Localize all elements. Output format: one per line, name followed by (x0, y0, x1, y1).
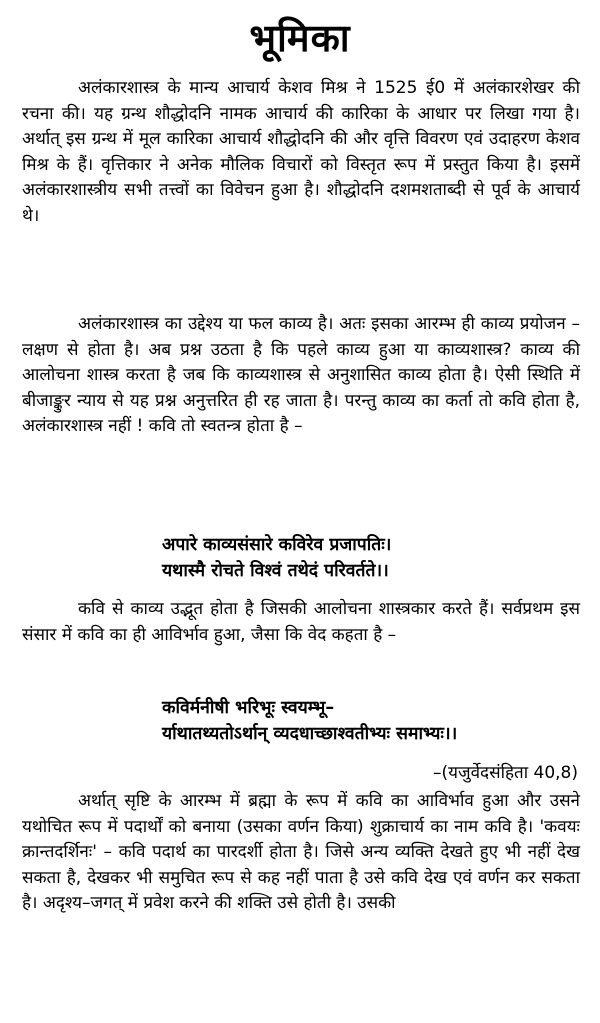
paragraph-3: कवि से काव्य उद्भूत होता है जिसकी आलोचना शास्त्रकार करते हैं। सर्वप्रथम इस संसार में कवि का ही आविर्भाव हुआ, जैसा कि वेद कहता है – (22, 599, 580, 645)
citation: –(यजुर्वेदसंहिता 40,8) (433, 763, 578, 783)
verse-1-line-1: अपारे काव्यसंसारे कविरेव प्रजापतिः। (162, 535, 392, 555)
paragraph-1: अलंकारशास्त्र के मान्य आचार्य केशव मिश्र ने 1525 ई0 में अलंकारशेखर की रचना की। यह ग्रन्थ शौद्धोदनि नामक आचार्य की कारिका के आधार पर लिखा गया है। अर्थात् इस ग्रन्थ में मूल कारिका आचार्य शौद्धोदनि की और वृत्ति विवरण एवं उदाहरण केशव मिश्र के हैं। वृत्तिकार ने अनेक मौलिक विचारों को विस्तृत रूप में प्रस्तुत किया है। इसमें अलंकारशास्त्रीय सभी तत्त्वों का विवेचन हुआ है। शौद्धोदनि दशमशताब्दी से पूर्व के आचार्य थे। (22, 78, 580, 226)
verse-1-line-2: यथास्मै रोचते विश्वं तथेदं परिवर्तते।। (162, 561, 389, 581)
paragraph-2: अलंकारशास्त्र का उद्देश्य या फल काव्य है। अतः इसका आरम्भ ही काव्य प्रयोजन – लक्षण से होता है। अब प्रश्न उठता है कि पहले काव्य हुआ या काव्यशास्त्र? काव्य की आलोचना शास्त्र करता है जब कि काव्यशास्त्र से अनुशासित काव्य होता है। ऐसी स्थिति में बीजाङ्कुर न्याय से यह प्रश्न अनुत्तरित ही रह जाता है। परन्तु काव्य का कर्ता तो कवि होता है, अलंकारशास्त्र नहीं ! कवि तो स्वतन्त्र होता है – (22, 314, 580, 437)
verse-1 (162, 532, 391, 584)
page-title: भूमिका (249, 16, 351, 60)
verse-2-line-1: कविर्मनीषी भरिभूः स्वयम्भू– (162, 698, 335, 718)
paragraph-4: अर्थात् सृष्टि के आरम्भ में ब्रह्मा के रूप में कवि का आविर्भाव हुआ और उसने यथोचित रूप में पदार्थों को बनाया (उसका वर्णन किया) शुक्राचार्य का नाम कवि है। 'कवयः क्रान्तदर्शिनः' – कवि पदार्थ का पारदर्शी होता है। जिसे अन्य व्यक्ति देखते हुए भी नहीं देख सकता है, देखकर भी समुचित रूप से कह नहीं पाता है उसे कवि देख एवं वर्णन कर सकता है। अदृश्य–जगत् में प्रवेश करने की शक्ति उसे होती है। उसकी (22, 791, 580, 914)
verse-2 (162, 695, 457, 747)
verse-2-line-2: र्याथातथ्यतोऽर्थान् व्यदधाच्छाश्वतीभ्यः समाभ्यः।। (162, 724, 458, 744)
